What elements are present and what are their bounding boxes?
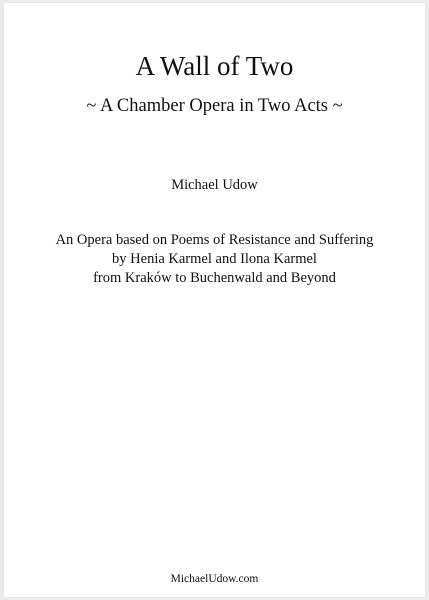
opera-subtitle: ~ A Chamber Opera in Two Acts ~ — [86, 96, 343, 116]
website-text: MichaelUdow.com — [170, 573, 259, 585]
description-line: An Opera based on Poems of Resistance and Suffering — [55, 232, 374, 248]
description-line: by Henia Karmel and Ilona Karmel — [112, 251, 317, 267]
description-block — [4, 231, 425, 288]
opera-title: A Wall of Two — [135, 51, 294, 81]
composer-name: Michael Udow — [171, 177, 258, 193]
description-line: from Kraków to Buchenwald and Beyond — [93, 270, 336, 286]
title-page — [4, 3, 425, 597]
